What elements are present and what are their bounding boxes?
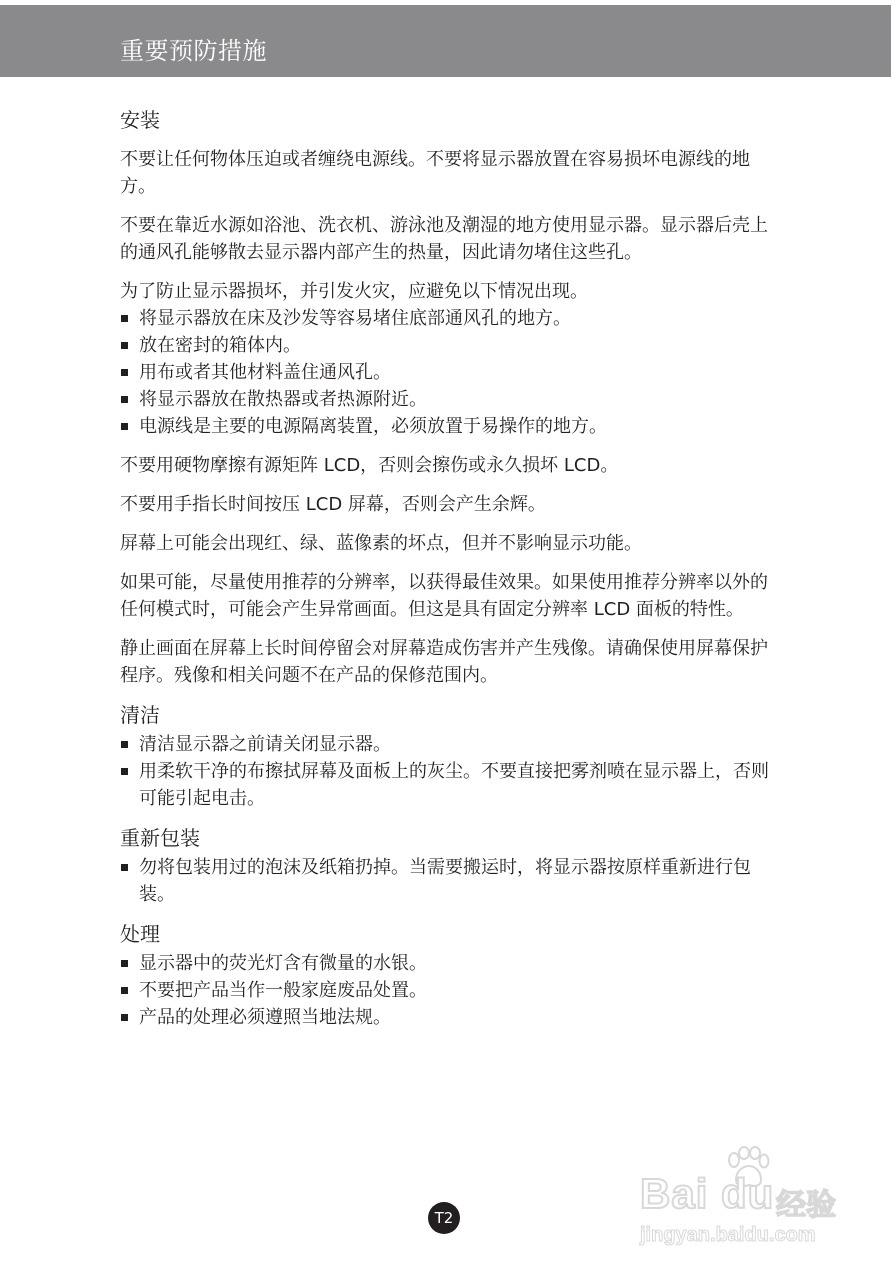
repacking-bullet-list bbox=[120, 854, 780, 908]
install-paragraph-5: 不要用手指长时间按压 LCD 屏幕，否则会产生余辉。 bbox=[120, 494, 546, 515]
watermark-jingyan: 经验 bbox=[776, 1188, 836, 1223]
disposal-bullet-list bbox=[120, 950, 780, 1031]
header-bar bbox=[0, 5, 891, 77]
watermark-brand: Bai du bbox=[640, 1170, 775, 1217]
install-paragraph-2: 不要在靠近水源如浴池、洗衣机、游泳池及潮湿的地方使用显示器。显示器后壳上的通风孔能够散去显示器内部产生的热量，因此请勿堵住这些孔。 bbox=[120, 215, 768, 263]
install-paragraph-3: 为了防止显示器损坏，并引发火灾，应避免以下情况出现。 bbox=[120, 281, 588, 302]
section-repacking bbox=[120, 824, 780, 908]
list-item: 不要把产品当作一般家庭废品处置。 bbox=[120, 977, 780, 1004]
list-item: 勿将包装用过的泡沫及纸箱扔掉。当需要搬运时，将显示器按原样重新进行包装。 bbox=[120, 854, 780, 908]
section-disposal bbox=[120, 920, 780, 1031]
install-paragraph-1: 不要让任何物体压迫或者缠绕电源线。不要将显示器放置在容易损坏电源线的地方。 bbox=[120, 149, 750, 197]
section-install bbox=[120, 106, 780, 689]
section-heading-disposal: 处理 bbox=[120, 922, 160, 946]
list-item: 产品的处理必须遵照当地法规。 bbox=[120, 1004, 780, 1031]
page-number-badge: T2 bbox=[428, 1202, 460, 1234]
list-item: 清洁显示器之前请关闭显示器。 bbox=[120, 731, 780, 758]
baidu-jingyan-watermark bbox=[636, 1140, 846, 1250]
watermark-url: jingyan.baidu.com bbox=[640, 1224, 816, 1246]
page-title: 重要预防措施 bbox=[120, 37, 267, 65]
list-item: 用布或者其他材料盖住通风孔。 bbox=[120, 359, 780, 386]
list-item: 放在密封的箱体内。 bbox=[120, 332, 780, 359]
install-paragraph-6: 屏幕上可能会出现红、绿、蓝像素的坏点，但并不影响显示功能。 bbox=[120, 533, 642, 554]
list-item: 电源线是主要的电源隔离装置，必须放置于易操作的地方。 bbox=[120, 413, 780, 440]
section-cleaning bbox=[120, 701, 780, 812]
install-paragraph-4: 不要用硬物摩擦有源矩阵 LCD，否则会擦伤或永久损坏 LCD。 bbox=[120, 455, 619, 476]
install-paragraph-8: 静止画面在屏幕上长时间停留会对屏幕造成伤害并产生残像。请确保使用屏幕保护程序。残像和相关问题不在产品的保修范围内。 bbox=[120, 638, 768, 686]
list-item: 显示器中的荧光灯含有微量的水银。 bbox=[120, 950, 780, 977]
install-bullet-list bbox=[120, 305, 780, 440]
list-item: 将显示器放在散热器或者热源附近。 bbox=[120, 386, 780, 413]
section-heading-repacking: 重新包装 bbox=[120, 826, 200, 850]
cleaning-bullet-list bbox=[120, 731, 780, 812]
section-heading-cleaning: 清洁 bbox=[120, 703, 160, 727]
section-heading-install: 安装 bbox=[120, 108, 160, 132]
list-item: 将显示器放在床及沙发等容易堵住底部通风孔的地方。 bbox=[120, 305, 780, 332]
list-item: 用柔软干净的布擦拭屏幕及面板上的灰尘。不要直接把雾剂喷在显示器上，否则可能引起电击。 bbox=[120, 758, 780, 812]
document-body bbox=[120, 106, 780, 1043]
install-paragraph-7: 如果可能，尽量使用推荐的分辨率，以获得最佳效果。如果使用推荐分辨率以外的任何模式时，可能会产生异常画面。但这是具有固定分辨率 LCD 面板的特性。 bbox=[120, 572, 768, 620]
